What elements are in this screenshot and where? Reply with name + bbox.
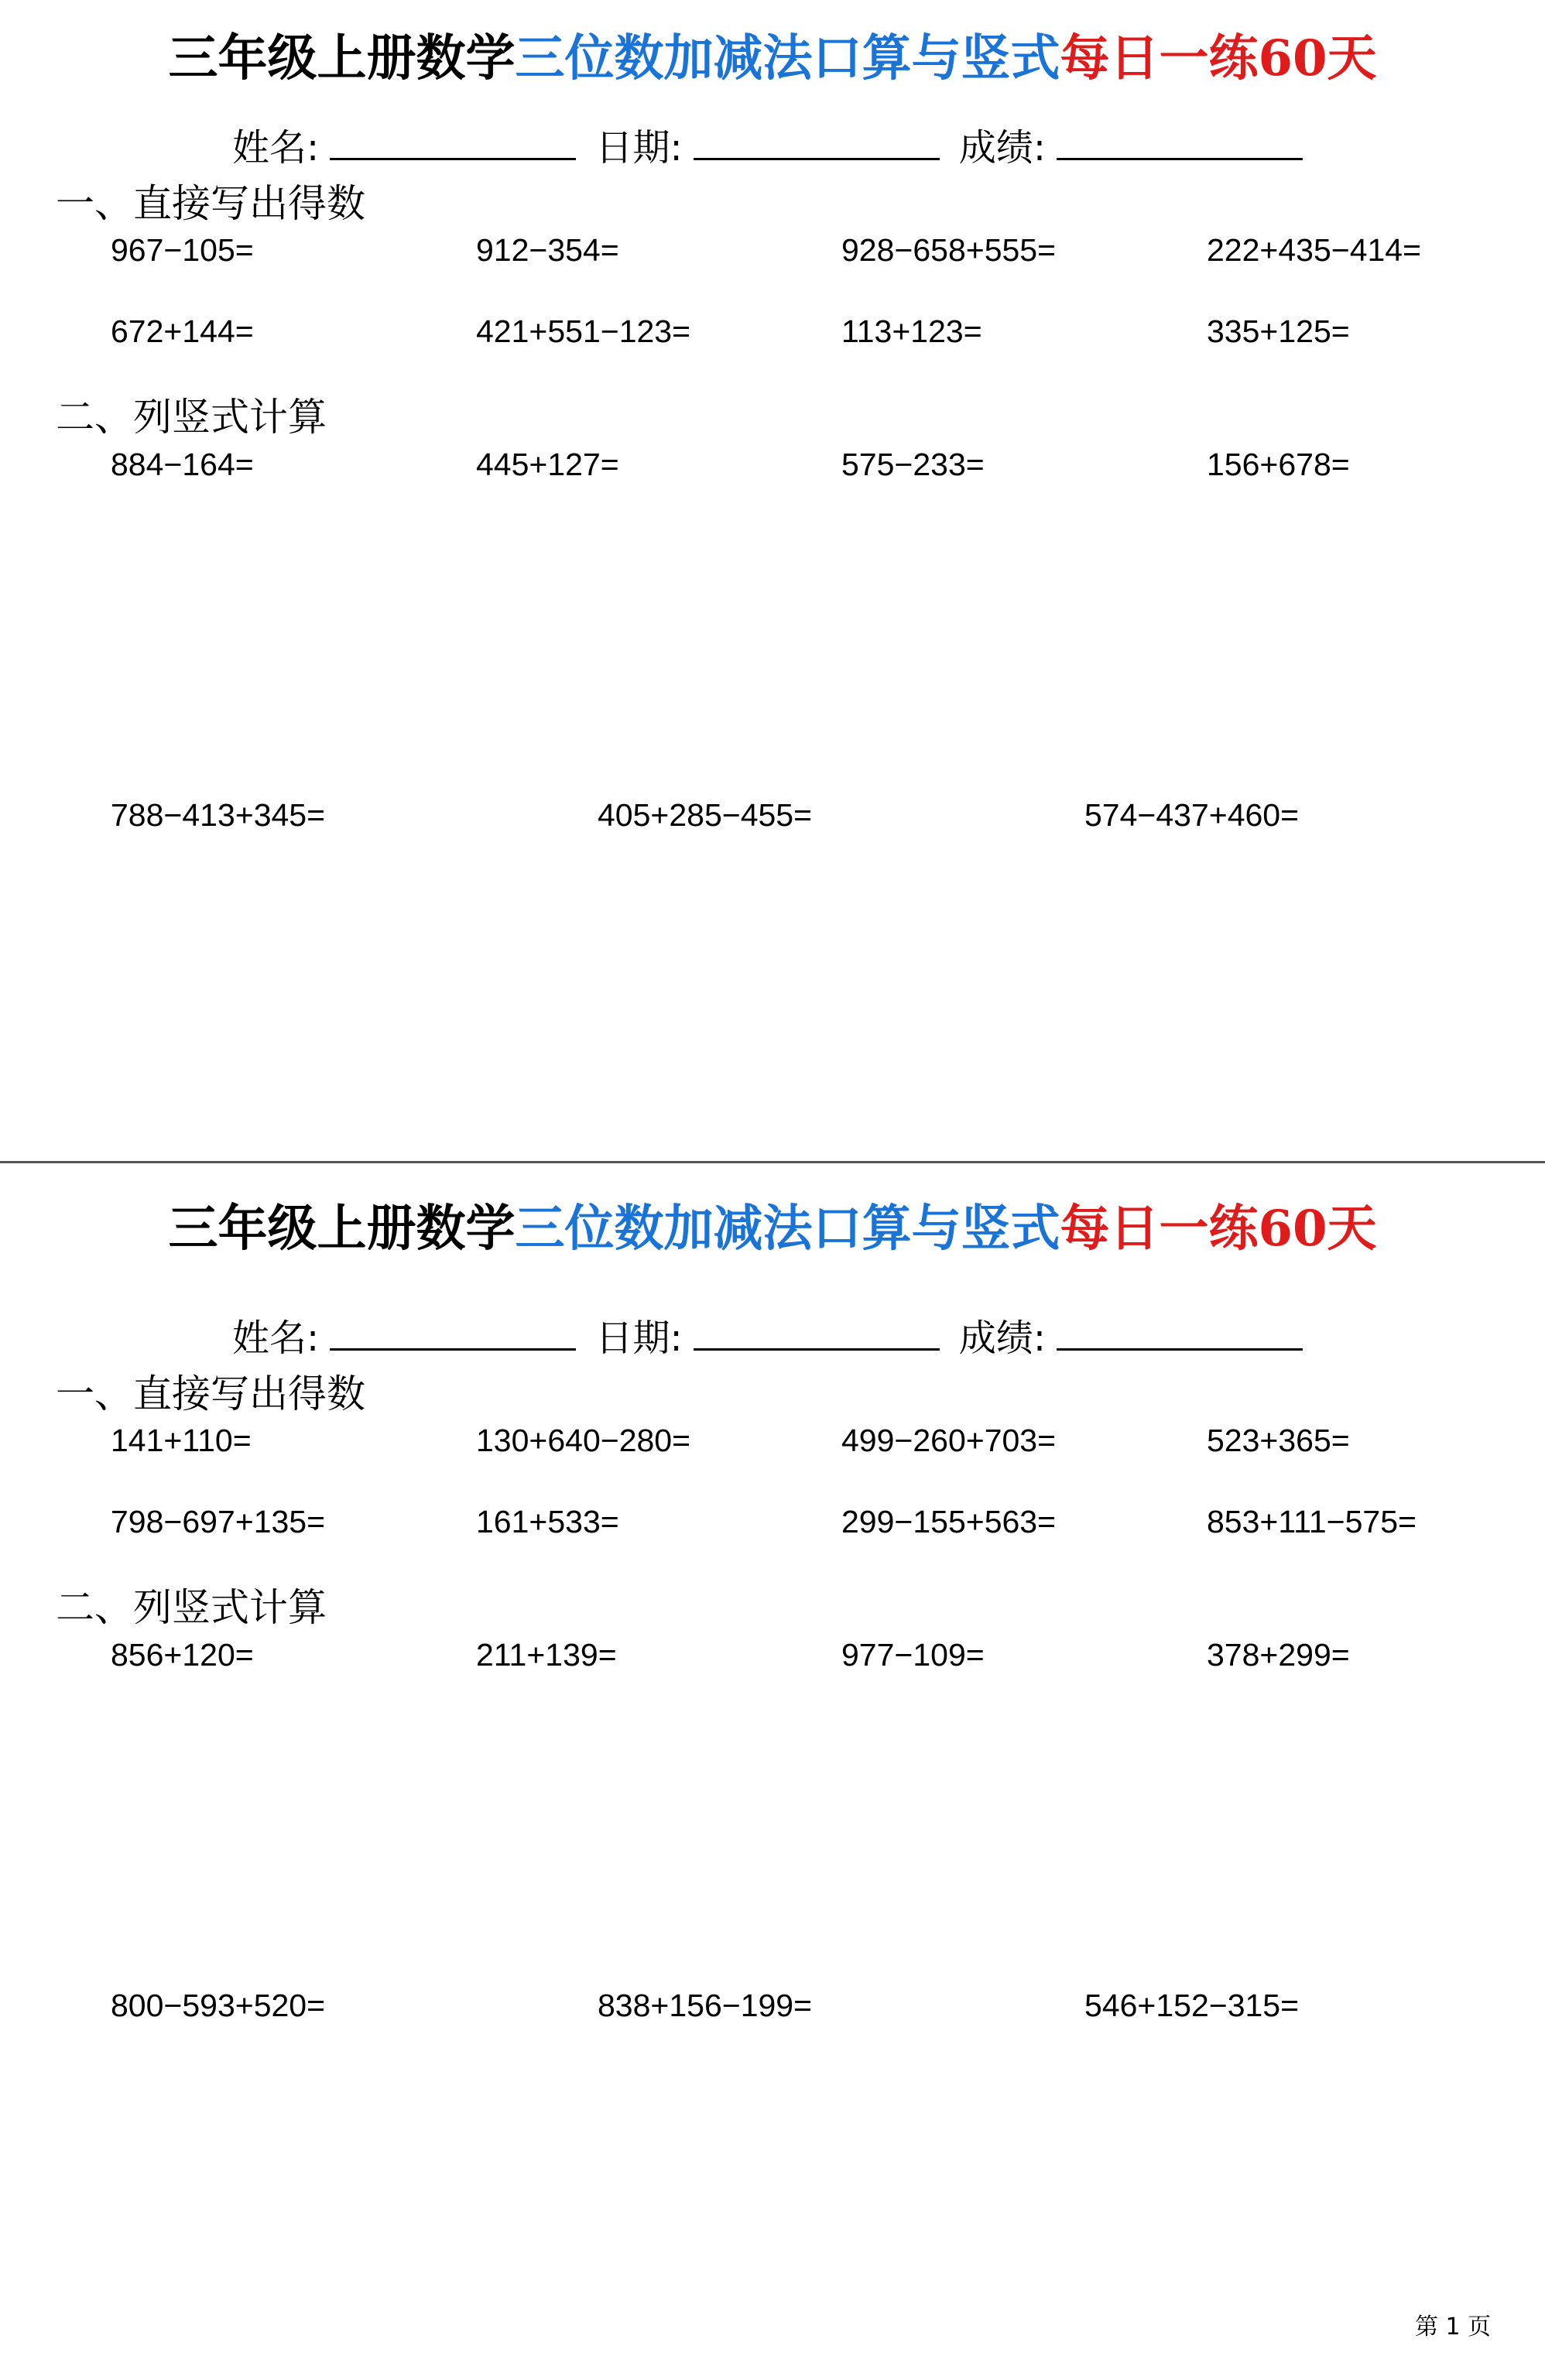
- title-part-topic: 三位数加减法口算与竖式: [515, 29, 1060, 87]
- worksheet-2: [0, 1189, 1545, 2350]
- problem: 405+285−455=: [598, 797, 813, 833]
- problem: 928−658+555=: [841, 232, 1057, 268]
- problem: 672+144=: [111, 313, 254, 349]
- score-blank[interactable]: [1057, 1314, 1303, 1351]
- section-vertical-calc-title: 二、列竖式计算: [56, 1585, 327, 1630]
- problem: 211+139=: [476, 1637, 617, 1673]
- score-label: 成绩:: [958, 126, 1047, 170]
- name-blank[interactable]: [330, 1314, 576, 1351]
- problem: 335+125=: [1207, 313, 1350, 349]
- sheet-divider: [0, 1161, 1545, 1163]
- date-blank[interactable]: [694, 1314, 940, 1351]
- problem: 130+640−280=: [476, 1423, 691, 1458]
- problem: 838+156−199=: [598, 1988, 813, 2023]
- score-blank[interactable]: [1057, 124, 1303, 160]
- student-info-row: [232, 124, 1310, 170]
- problem: 977−109=: [841, 1637, 985, 1673]
- problem: 788−413+345=: [111, 797, 326, 833]
- name-blank[interactable]: [330, 124, 576, 160]
- section-mental-math-title: 一、直接写出得数: [56, 181, 365, 226]
- date-label: 日期:: [595, 126, 683, 170]
- student-info-row: [232, 1314, 1310, 1360]
- name-label: 姓名:: [232, 1317, 320, 1360]
- problem: 141+110=: [111, 1423, 252, 1458]
- problem: 575−233=: [841, 447, 985, 482]
- problem: 967−105=: [111, 232, 254, 268]
- section-vertical-calc-title: 二、列竖式计算: [56, 395, 327, 440]
- problem: 299−155+563=: [841, 1504, 1057, 1539]
- problem: 546+152−315=: [1084, 1988, 1300, 2023]
- problem: 113+123=: [841, 313, 982, 349]
- section-mental-math-title: 一、直接写出得数: [56, 1371, 365, 1416]
- problem: 378+299=: [1207, 1637, 1350, 1673]
- problem: 800−593+520=: [111, 1988, 326, 2023]
- worksheet-title: [0, 29, 1545, 87]
- page-number: 第 1 页: [1415, 2313, 1492, 2341]
- problem: 574−437+460=: [1084, 797, 1300, 833]
- problem: 222+435−414=: [1207, 232, 1422, 268]
- problem: 161+533=: [476, 1504, 619, 1539]
- worksheet-title: [0, 1200, 1545, 1258]
- date-blank[interactable]: [694, 124, 940, 160]
- problem: 523+365=: [1207, 1423, 1350, 1458]
- title-part-grade: 三年级上册数学: [168, 29, 516, 87]
- name-label: 姓名:: [232, 126, 320, 170]
- problem: 912−354=: [476, 232, 619, 268]
- problem: 445+127=: [476, 447, 619, 482]
- problem: 798−697+135=: [111, 1504, 326, 1539]
- title-part-topic: 三位数加减法口算与竖式: [515, 1200, 1060, 1258]
- problem: 421+551−123=: [476, 313, 691, 349]
- title-part-daily: 每日一练60天: [1060, 1200, 1377, 1258]
- problem: 499−260+703=: [841, 1423, 1057, 1458]
- date-label: 日期:: [595, 1317, 683, 1360]
- title-part-grade: 三年级上册数学: [168, 1200, 516, 1258]
- score-label: 成绩:: [958, 1317, 1047, 1360]
- title-part-daily: 每日一练60天: [1060, 29, 1377, 87]
- problem: 156+678=: [1207, 447, 1350, 482]
- problem: 853+111−575=: [1207, 1504, 1417, 1539]
- problem: 884−164=: [111, 447, 254, 482]
- worksheet-1: [0, 0, 1545, 1161]
- problem: 856+120=: [111, 1637, 254, 1673]
